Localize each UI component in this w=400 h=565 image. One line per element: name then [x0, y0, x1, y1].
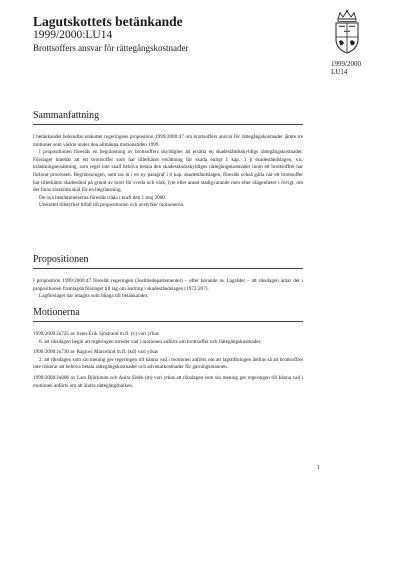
document-id-code: LU14 [331, 68, 348, 76]
motion-title: 1999/2000:Ju725 av Sven-Erik Sjöstrand m.fl. (v) vari yrkas [33, 331, 159, 337]
proposition-heading: Propositionen [33, 254, 303, 269]
proposition-section [33, 254, 303, 301]
motions-section [33, 307, 303, 390]
document-id-session: 1999/2000 [331, 60, 361, 68]
motions-heading: Motionerna [33, 307, 303, 322]
document-number: 1999/2000:LU14 [33, 29, 113, 41]
motion-title: 1999/2000:Ju806 av Lars Björkman och Anita Sidén (m) vari yrkas att riksdagen som sin mening ger regeringen till känna vad i motionen anförts om att ändra rättegångsbalken. [33, 374, 303, 389]
document-title: Lagutskottets betänkande [33, 14, 183, 29]
proposition-paragraph: I proposition 1999/2000:47 föreslår regeringen (Justitiedepartementet) – efter hörande av Lagrådet – att riksdagen antar det i propositionen framlagda förslaget till lag om ändring i skadeståndslagen (1972:207). [33, 278, 303, 292]
swedish-riksdag-crest-icon [332, 9, 362, 55]
summary-section [33, 110, 303, 210]
proposition-paragraph: Lagförslaget har intagits som bilaga till betänkandet. [39, 293, 149, 300]
summary-paragraph: De nya bestämmelserna föreslås träda i kraft den 1 maj 2000. [39, 194, 167, 201]
summary-paragraph: I propositionen föreslås en begränsning av brottsoffers skyldighet att ersätta en skadeståndsskyldigs rättegångskostnader. Förslaget innebär att ett brottsoffer som har tillerkänts ersättning för skada enligt 1 kap. 3 § skadeståndslagen, s.k. kränkningsersättning, som regel inte skall behöva betala den skadeståndsskyldiges rättegångskostnader inom ett brottsoffret har förlorat processen. Begränsningen, som tas in i en ny paragraf i 6 kap. skadeståndslagen, föreslås också gälla när ett brottsoffer har tillerkänts skadestånd på grund av brott för sveda och värk, lyte eller annat stadigvarande men eller olägenheter i övrigt, om det finns särskilda skäl för en begränsning. [33, 149, 303, 194]
motion-text: 2. att riksdagen som sin mening ger regeringen till känna vad i motionen anförts om att lagstiftningen ändras så att brottsoffret inte riskerar att behöva betala rättegångskostnader och advokatkostnader för gärningsmannen. [33, 356, 303, 371]
page-number: 1 [317, 465, 320, 471]
summary-heading: Sammanfattning [33, 110, 303, 125]
motion-title: 1999/2000:Ju730 av Ragnwi Marcelind m.fl. (kd) vari yrkas [33, 349, 159, 356]
summary-paragraph: I betänkandet behandlar utskottet regeringens proposition 1999/2000:47 om brottsoffers ansvar för rättegångskostnader jämte tre motioner som väckts under den allmänna motionstiden 1999. [33, 134, 303, 148]
document-subtitle: Brottsoffers ansvar för rättegångskostnader [33, 43, 189, 53]
summary-paragraph: Utskottet tillstyrker bifall till propositionen och avstyrker motionerna. [39, 202, 185, 209]
motion-text: 6. att riksdagen begär att regeringen utreder vad i motionen anförts om brottsoffer och rättegångskostnader. [39, 338, 262, 345]
document-id-label [331, 60, 361, 76]
